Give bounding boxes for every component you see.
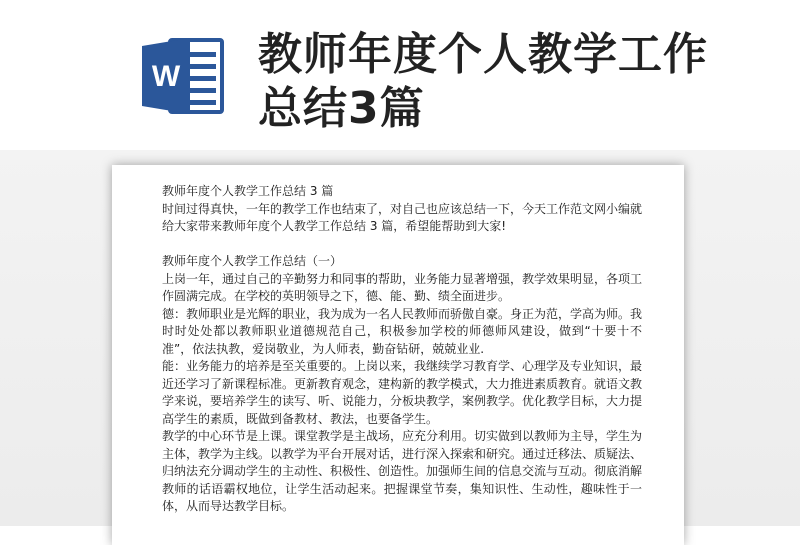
document-text	[162, 183, 642, 516]
header-band	[0, 0, 800, 150]
doc-paragraph-ability: 能：业务能力的培养是至关重要的。上岗以来，我继续学习教育学、心理学及专业知识，最近还学习了新课程标准。更新教育观念，建构新的教学模式，大力推进素质教育。就语文教学来说，要培养学生的读写、听、说能力，分板块教学，案例教学。优化教学目标，大力提高学生的素质，既做到备教材、教法，也要备学生。	[162, 359, 643, 426]
doc-paragraph-overview: 上岗一年，通过自己的辛勤努力和同事的帮助，业务能力显著增强，教学效果明显，各项工作圆满完成。在学校的英明领导之下，德、能、勤、绩全面进步。	[162, 271, 643, 303]
word-document-icon	[140, 34, 226, 118]
doc-line-title: 教师年度个人教学工作总结 3 篇	[162, 184, 334, 198]
doc-line-section-heading: 教师年度个人教学工作总结（一）	[162, 254, 343, 268]
document-page	[112, 165, 684, 545]
doc-paragraph-virtue: 德：教师职业是光辉的职业，我为成为一名人民教师而骄傲自豪。身正为范，学高为师。我时时处处都以教师职业道德规范自己，积极参加学校的师德师风建设，做到“十要十不准”，依法执教，爱岗敬业，为人师表，勤奋钻研，兢兢业业.	[162, 306, 643, 356]
page-title: 教师年度个人教学工作总结3篇	[258, 29, 708, 134]
word-icon-letter: W	[151, 60, 181, 93]
doc-line-intro: 时间过得真快，一年的教学工作也结束了，对自己也应该总结一下，今天工作范文网小编就给大家带来教师年度个人教学工作总结 3 篇，希望能帮助到大家!	[162, 201, 643, 233]
blank-line	[162, 236, 642, 254]
doc-paragraph-teaching: 教学的中心环节是上课。课堂教学是主战场，应充分利用。切实做到以教师为主导，学生为主体，教学为主线。以教学为平台开展对话，进行深入探索和研究。通过迁移法、质疑法、归纳法充分调动学生的主动性、积极性、创造性。加强师生间的信息交流与互动。彻底消解教师的话语霸权地位，让学生活动起来。把握课堂节奏，集知识性、生动性，趣味性于一体，从而导达教学目标。	[162, 429, 643, 513]
